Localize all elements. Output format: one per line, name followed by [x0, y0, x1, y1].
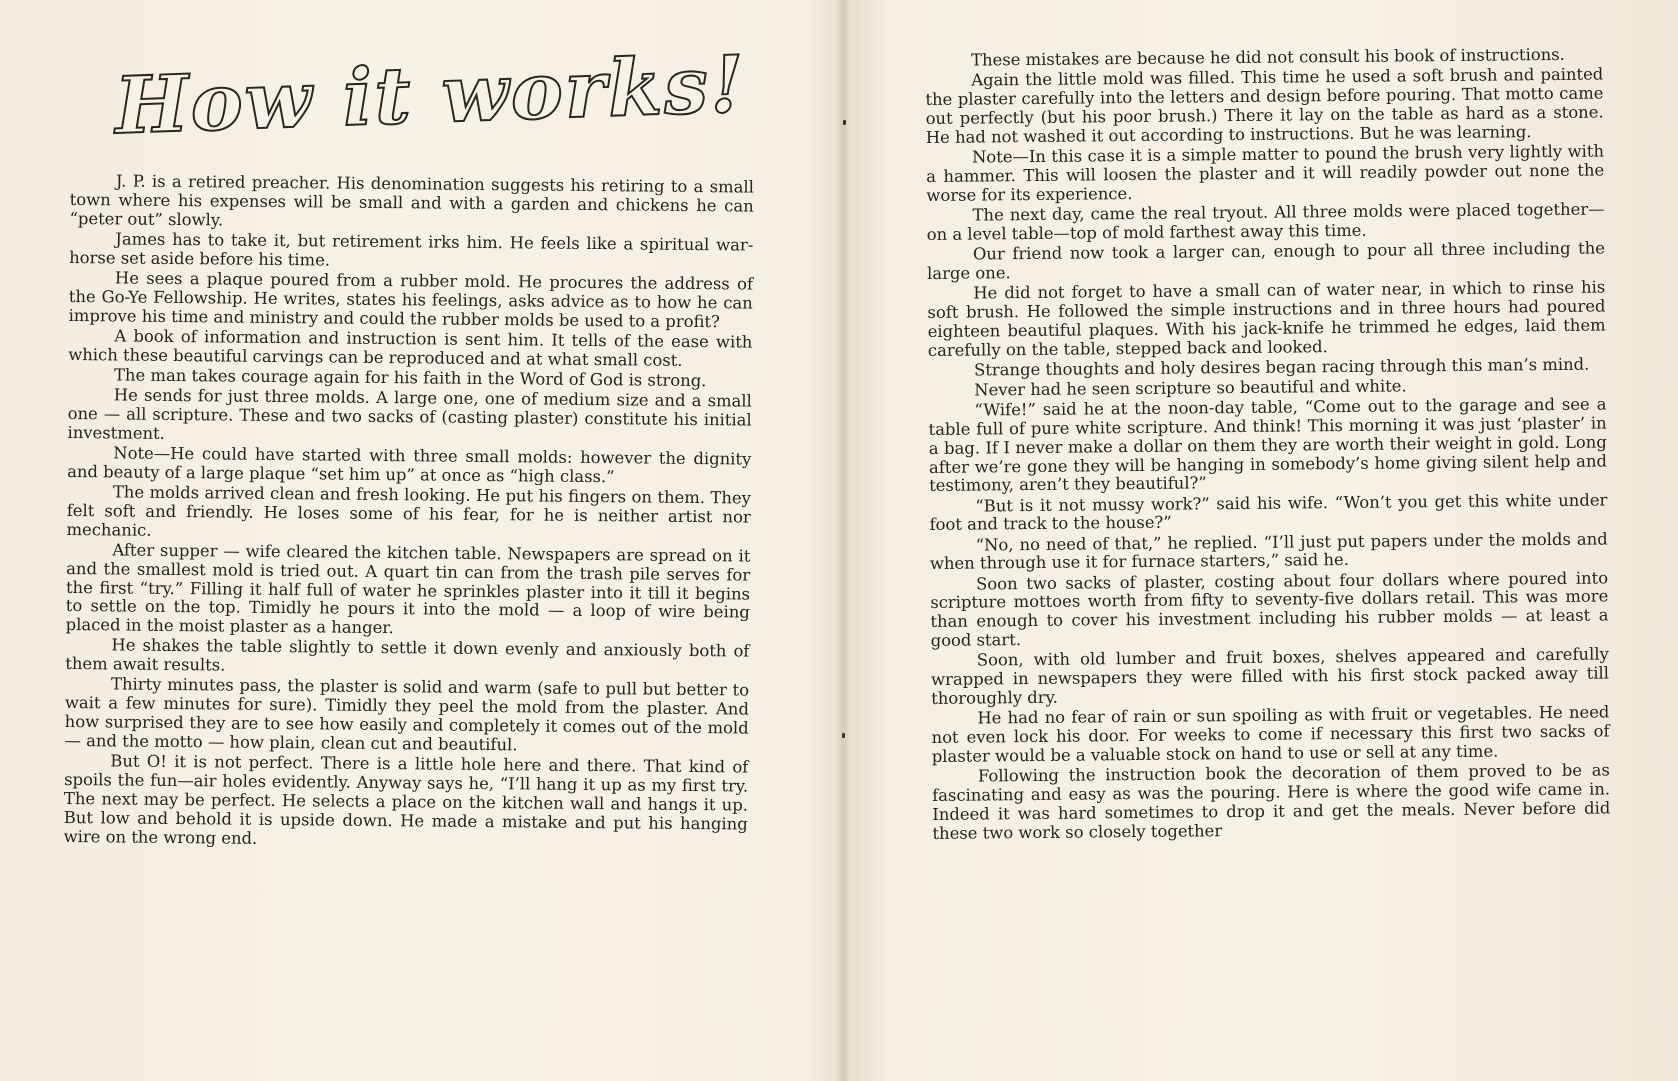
- paragraph: James has to take it, but retirement irks him. He feels like a spiritual war-horse set aside before his time.: [69, 229, 754, 270]
- paragraph: He sends for just three molds. A large one, one of medium size and a small one — all scripture. These and two sacks of (casting plaster) constitute his initial investment.: [67, 385, 752, 443]
- paragraph: A book of information and instruction is sent him. It tells of the ease with which these beautiful carvings can be reproduced and at what small cost.: [68, 326, 753, 370]
- page-gutter: [836, 0, 850, 1081]
- paragraph: The next day, came the real tryout. All three molds were placed together—on a level table—top of mold farthest away this time.: [926, 199, 1605, 244]
- title-area: [113, 38, 748, 177]
- right-page-text: [925, 45, 1611, 844]
- paragraph: “Wife!” said he at the noon-day table, “Come out to the garage and see a table full of pure white scripture. And think! This morning it was just ‘plaster’ in a bag. If I never make a dollar on them they are worth their weight in gold. Long after we’re gone they will be hanging in somebody’s home giving silent help and testimony, aren’t they beautiful?”: [928, 394, 1608, 496]
- paragraph: He sees a plaque poured from a rubber mold. He procures the address of the Go-Ye Fellowship. He writes, states his feelings, asks advice as to how he can improve his time and ministry and could the rubber molds be used to a profit?: [68, 268, 754, 331]
- page-title: How it works!: [113, 38, 748, 152]
- paper-speck: [843, 120, 846, 125]
- paragraph: But O! it is not perfect. There is a little hole here and there. That kind of spoils the fun—air holes evidently. Anyway says he, “I’ll hang it up as my first try. The next may be perfect. He selects a place on the kitchen wall and hangs it up. But low and behold it is upside down. He made a mistake and put his hanging wire on the wrong end.: [63, 751, 749, 848]
- paragraph: Again the little mold was filled. This time he used a soft brush and painted the plaster carefully into the letters and design before pouring. That motto came out perfectly (but his poor brush.) There it lay on the table as hard as a stone. He had not washed it out according to instructions. But he was learning.: [925, 64, 1604, 147]
- paragraph: The man takes courage again for his faith in the Word of God is strong.: [113, 365, 707, 390]
- paragraph: Soon, with old lumber and fruit boxes, shelves appeared and carefully wrapped in newspapers they were filled with his first stock packed away till thoroughly dry.: [930, 644, 1610, 709]
- left-page-text: [64, 172, 754, 855]
- paragraph: The molds arrived clean and fresh looking. He put his fingers on them. They felt soft and friendly. He loses some of his fear, for he is neither artist nor mechanic.: [66, 482, 751, 540]
- paper-speck: [842, 733, 845, 738]
- paragraph: Never had he seen scripture so beautiful and white.: [974, 376, 1407, 400]
- paragraph: He had no fear of rain or sun spoiling as with fruit or vegetables. He need not even lock his door. For weeks to come if necessary this first two sacks of plaster would be a valuable stock on hand to use or sell at any time.: [931, 702, 1610, 767]
- paragraph: “No, no need of that,” he replied. “I’ll just put papers under the molds and when through use it for furnace starters,” said he.: [929, 529, 1608, 574]
- paragraph: Following the instruction book the decoration of them proved to be as fascinating and easy as was the pouring. Here is where the good wife came in. Indeed it was hard sometimes to drop it and get the meals. Never before did these two work so closely together: [932, 760, 1611, 843]
- paragraph: Note—He could have started with three small molds: however the dignity and beauty of a large plaque “set him up” at once as “high class.”: [67, 443, 752, 486]
- paragraph: Our friend now took a larger can, enough to pour all three including the large one.: [927, 238, 1606, 283]
- paragraph: He did not forget to have a small can of water near, in which to rinse his soft brush. He followed the simple instructions and in three hours had poured eighteen beautiful plaques. With his jack-knife he trimmed he edges, laid them carefully on the table, stepped back and looked.: [927, 277, 1606, 360]
- paragraph: “But is it not mussy work?” said his wife. “Won’t you get this white under foot and track to the house?”: [929, 490, 1608, 535]
- paragraph: Soon two sacks of plaster, costing about four dollars where poured into scripture mottoes worth from fifty to seventy-five dollars retail. This was more than enough to cover his investment including his rubber molds — at least a good start.: [930, 567, 1609, 651]
- paragraph: After supper — wife cleared the kitchen table. Newspapers are spread on it and the smallest mold is tried out. A quart tin can from the trash pile serves for the first “try.” Filling it half full of water he sprinkles plaster into it till it begins to settle on the top. Timidly he pours it into the mold — a loop of wire being placed in the moist plaster as a hanger.: [65, 540, 751, 638]
- paragraph: Strange thoughts and holy desires began racing through this man’s mind.: [973, 354, 1590, 380]
- paragraph: J. P. is a retired preacher. His denomination suggests his retiring to a small town where his expenses will be small and with a garden and chickens he can “peter out” slowly.: [69, 171, 754, 230]
- paragraph: These mistakes are because he did not consult his book of instructions.: [970, 44, 1565, 70]
- paragraph: Note—In this case it is a simple matter to pound the brush very lightly with a hammer. This will loosen the plaster and it will readily powder out none the worse for its experience.: [926, 141, 1605, 205]
- paragraph: Thirty minutes pass, the plaster is solid and warm (safe to pull but better to wait a few minutes for sure). Timidly they peel the mold from the plaster. And how surprised they are to see how easily and completely it comes out of the mold — and the motto — how plain, clean cut and beautiful.: [64, 674, 750, 755]
- paragraph: He shakes the table slightly to settle it down evenly and anxiously both of them await results.: [65, 635, 750, 675]
